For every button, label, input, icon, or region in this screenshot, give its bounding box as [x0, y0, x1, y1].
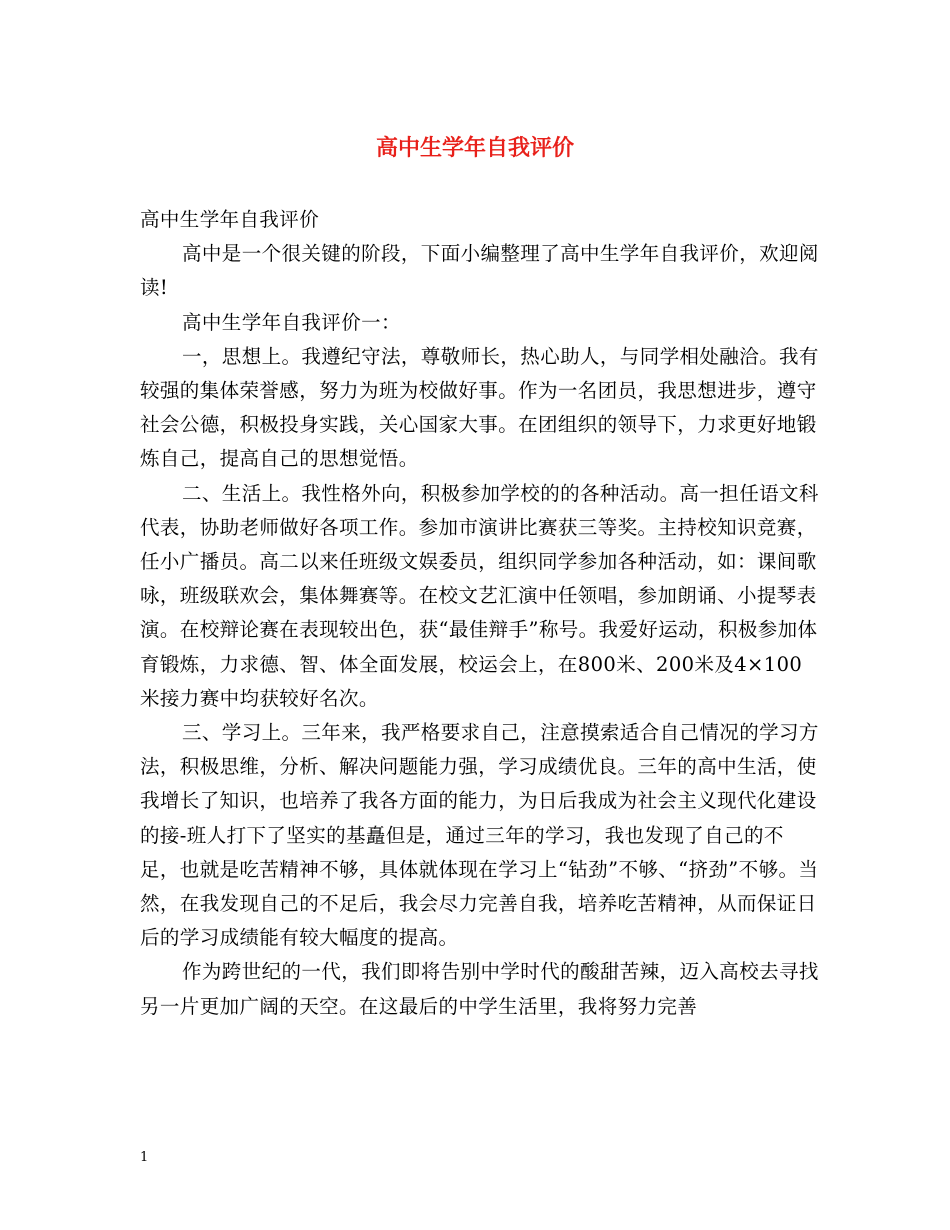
paragraph-ideology: 一，思想上。我遵纪守法，尊敬师长，热心助人，与同学相处融洽。我有较强的集体荣誉感，努力为班为校做好事。作为一名团员，我思想进步，遵守社会公德，积极投身实践，关心国家大事。在团组织的领导下，力求更好地锻炼自己，提高自己的思想觉悟。: [140, 344, 819, 471]
paragraph-closing: 作为跨世纪的一代，我们即将告别中学时代的酸甜苦辣，迈入高校去寻找另一片更加广阔的天空。在这最后的中学生活里，我将努力完善: [140, 960, 819, 1018]
subtitle-line: 高中生学年自我评价: [140, 208, 320, 231]
document-body: [140, 203, 820, 1024]
page-number: 1: [140, 1150, 149, 1165]
paragraph-life: 二、生活上。我性格外向，积极参加学校的的各种活动。高一担任语文科代表，协助老师做好各项工作。参加市演讲比赛获三等奖。主持校知识竞赛，任小广播员。高二以来任班级文娱委员，组织同学参加各种活动，如：课间歌咏，班级联欢会，集体舞赛等。在校文艺汇演中任领唱，参加朗诵、小提琴表演。在校辩论赛在表现较出色，获“最佳辩手”称号。我爱好运动，积极参加体育锻炼，力求德、智、体全面发展，校运会上，在800米、200米及4×100米接力赛中均获较好名次。: [140, 481, 819, 710]
document-title: 高中生学年自我评价: [375, 135, 574, 161]
paragraph-study: 三、学习上。三年来，我严格要求自己，注意摸索适合自己情况的学习方法，积极思维，分析、解决问题能力强，学习成绩优良。三年的高中生活，使我增长了知识，也培养了我各方面的能力，为日后我成为社会主义现代化建设的接-班人打下了坚实的基矗但是，通过三年的学习，我也发现了自己的不足，也就是吃苦精神不够，具体就体现在学习上“钻劲”不够、“挤劲”不够。当然，在我发现自己的不足后，我会尽力完善自我，培养吃苦精神，从而保证日后的学习成绩能有较大幅度的提高。: [140, 721, 819, 950]
intro-paragraph: 高中是一个很关键的阶段，下面小编整理了高中生学年自我评价，欢迎阅读!: [140, 242, 819, 300]
section-heading: 高中生学年自我评价一：: [182, 310, 401, 334]
